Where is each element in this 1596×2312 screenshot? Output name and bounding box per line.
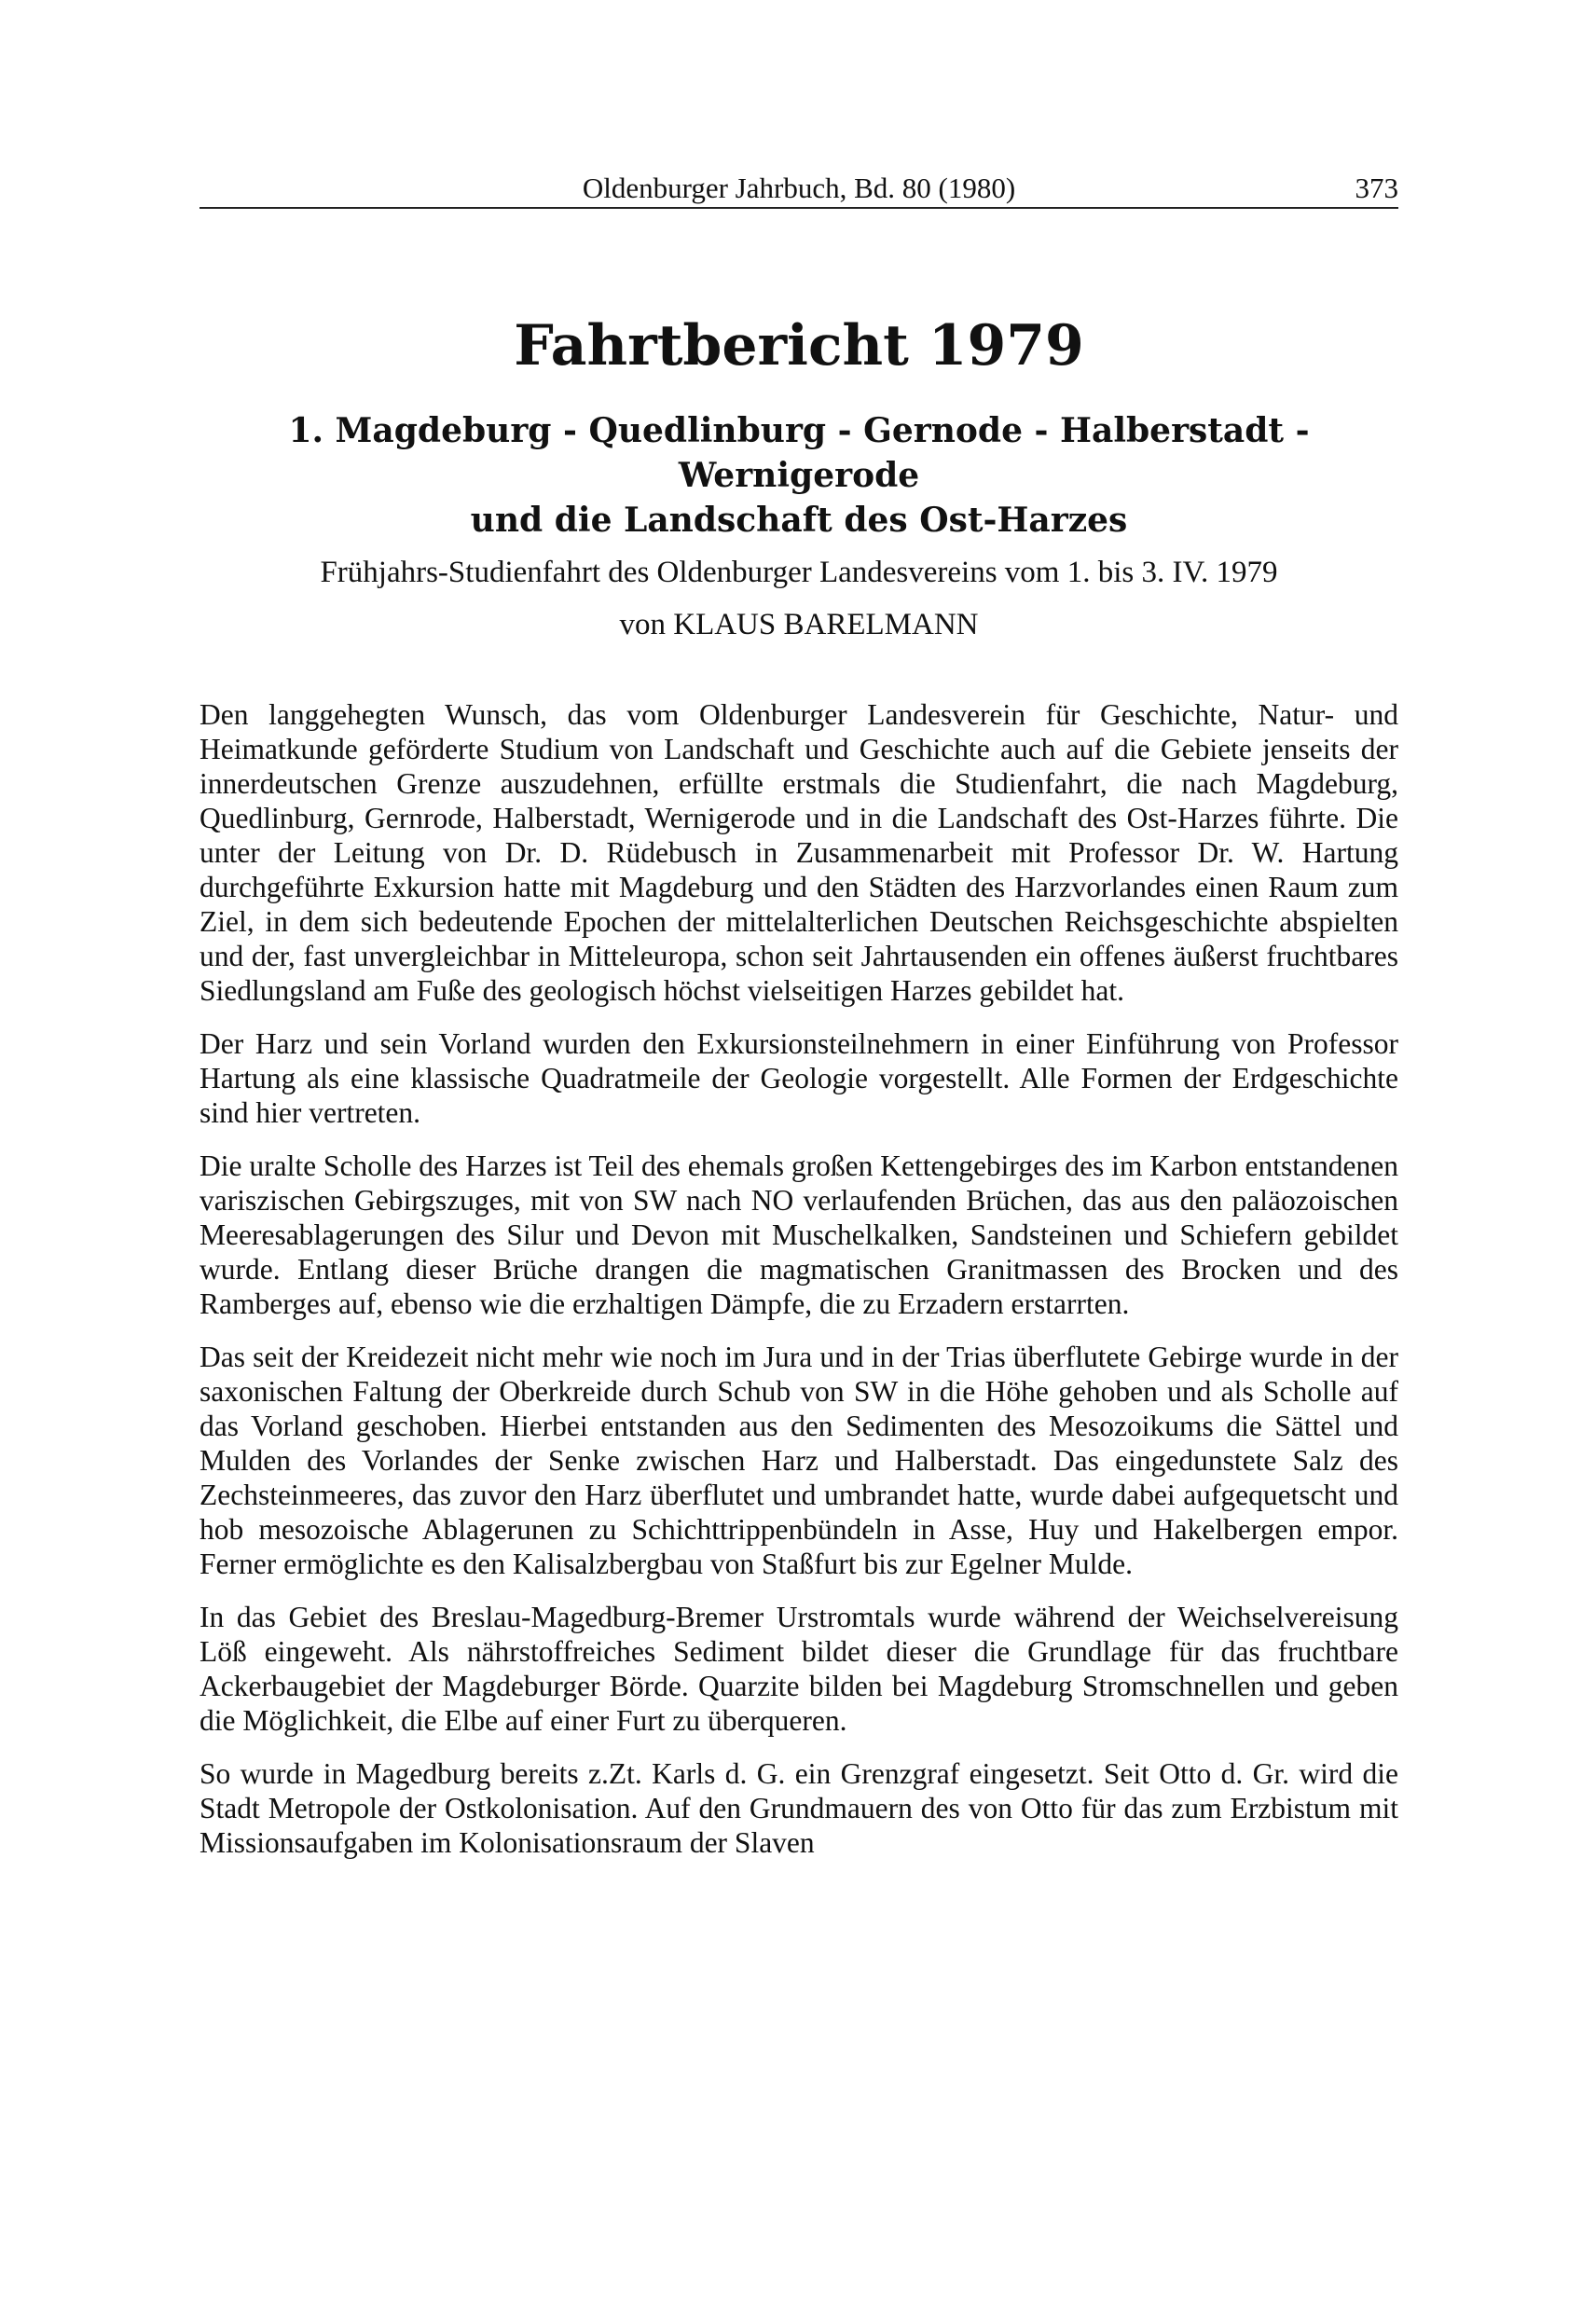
body-paragraph: Das seit der Kreidezeit nicht mehr wie noch im Jura und in der Trias überflutete Gebirge wurde in der saxonischen Faltung der Oberkreide durch Schub von SW in die Höhe gehoben und als Scholle auf das Vorland geschoben. Hierbei entstanden aus den Sedimenten des Mesozoikums die Sättel und Mulden des Vorlandes der Senke zwischen Harz und Halberstadt. Das eingedunstete Salz des Zechsteinmeeres, das zuvor den Harz überflutet und umbrandet hatte, wurde dabei aufgequetscht und hob mesozoische Ablagerunen zu Schichttrippenbündeln in Asse, Huy und Hakelbergen empor. Ferner ermöglichte es den Kalisalzbergbau von Staßfurt bis zur Egelner Mulde. xyxy=(200,1341,1398,1580)
journal-title: Oldenburger Jahrbuch, Bd. 80 (1980) xyxy=(582,172,1016,204)
body-paragraph: Den langgehegten Wunsch, das vom Oldenburger Landesverein für Geschichte, Natur- und Heimatkunde geförderte Studium von Landschaft und Geschichte auch auf die Gebiete jenseits der innerdeutschen Grenze auszudehnen, erfüllte erstmals die Studienfahrt, die nach Magdeburg, Quedlinburg, Gernrode, Halberstadt, Wernigerode und in die Landschaft des Ost-Harzes führte. Die unter der Leitung von Dr. D. Rüdebusch in Zusammenarbeit mit Professor Dr. W. Hartung durchgeführte Exkursion hatte mit Magdeburg und den Städten des Harzvorlandes einen Raum zum Ziel, in dem sich bedeutende Epochen der mittelalterlichen Deutschen Reichsgeschichte abspielten und der, fast unvergleichbar in Mitteleuropa, schon seit Jahrtausenden ein offenes äußerst fruchtbares Siedlungsland am Fuße des geologisch höchst vielseitigen Harzes gebildet hat. xyxy=(200,698,1398,1007)
body-paragraph: In das Gebiet des Breslau-Magedburg-Bremer Urstromtals wurde während der Weichselvereisung Löß eingeweht. Als nährstoffreiches Sediment bildet dieser die Grundlage für das fruchtbare Ackerbaugebiet der Magdeburger Börde. Quarzite bilden bei Magdeburg Stromschnellen und geben die Möglichkeit, die Elbe auf einer Furt zu überqueren. xyxy=(200,1601,1398,1737)
running-header xyxy=(200,140,1398,209)
subtitle-line-1: 1. Magdeburg - Quedlinburg - Gernode - Halberstadt - Wernigerode xyxy=(288,411,1310,495)
page-number: 373 xyxy=(1355,172,1398,204)
trip-description: Frühjahrs-Studienfahrt des Oldenburger Landesvereins vom 1. bis 3. IV. 1979 xyxy=(320,556,1278,589)
document-page xyxy=(200,140,1398,1878)
body-paragraph: Der Harz und sein Vorland wurden den Exkursionsteilnehmern in einer Einführung von Professor Hartung als eine klassische Quadratmeile der Geologie vorgestellt. Alle Formen der Erdgeschichte sind hier vertreten. xyxy=(200,1027,1398,1129)
article-title: Fahrtbericht 1979 xyxy=(514,313,1084,378)
body-paragraph: So wurde in Magedburg bereits z.Zt. Karls d. G. ein Grenzgraf eingesetzt. Seit Otto d. Gr. wird die Stadt Metropole der Ostkolonisation. Auf den Grundmauern des von Otto für das zum Erzbistum mit Missionsaufgaben im Kolonisationsraum der Slaven xyxy=(200,1757,1398,1859)
article-body xyxy=(200,697,1398,1860)
body-paragraph: Die uralte Scholle des Harzes ist Teil des ehemals großen Kettengebirges des im Karbon entstandenen variszischen Gebirgszuges, mit von SW nach NO verlaufenden Brüchen, das aus den paläozoischen Meeresablagerungen des Silur und Devon mit Muschelkalken, Sandsteinen und Schiefern gebildet wurde. Entlang dieser Brüche drangen die magmatischen Granitmassen des Brocken und des Ramberges auf, ebenso wie die erzhaltigen Dämpfe, die zu Erzadern erstarrten. xyxy=(200,1149,1398,1320)
article-subtitle xyxy=(200,408,1398,543)
author-byline: von KLAUS BARELMANN xyxy=(619,608,979,641)
subtitle-line-2: und die Landschaft des Ost-Harzes xyxy=(470,501,1128,540)
